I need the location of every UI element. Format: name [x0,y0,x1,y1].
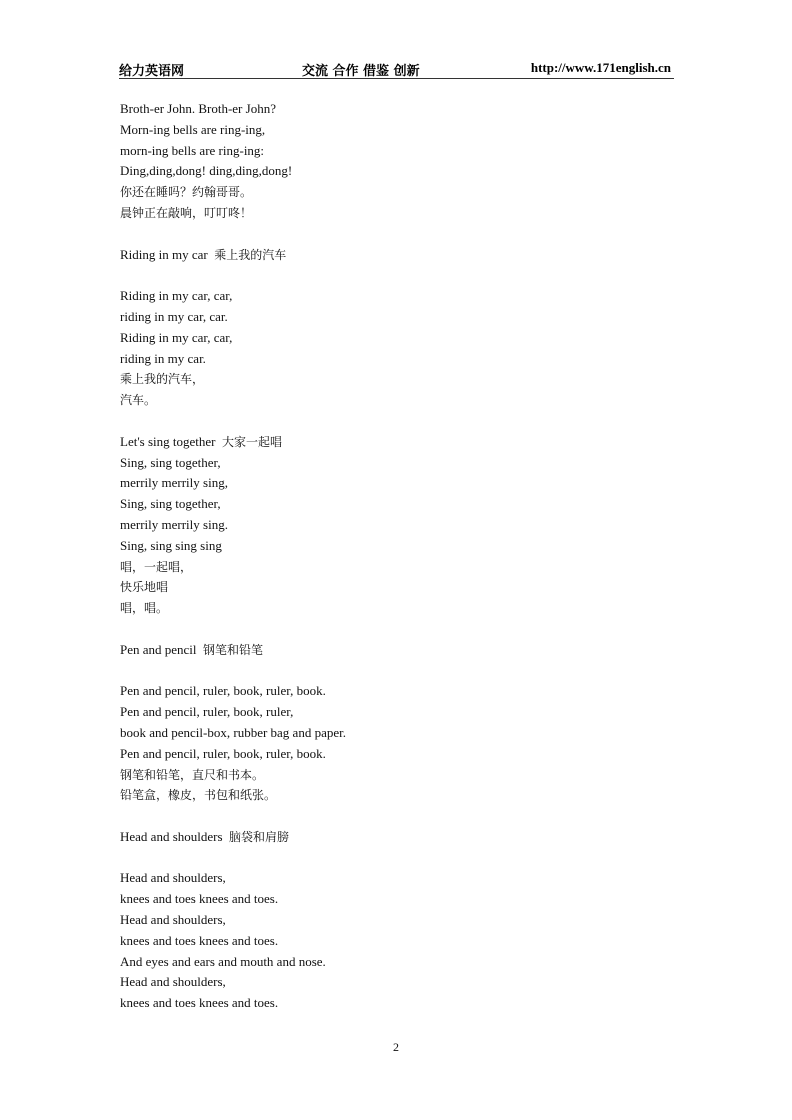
lyric-text: 快乐地唱 [120,580,169,595]
song-title-zh: 乘上我的汽车 [214,247,287,262]
lyric-text: Riding in my car, car, [120,329,233,345]
lyric-text: Sing, sing together, [120,496,221,512]
song-title-en: Head and shoulders [120,828,223,844]
lyric-line [120,910,680,931]
lyric-text: 晨钟正在敲响，叮叮咚！ [120,205,253,220]
lyric-text: Pen and pencil, ruler, book, ruler, book. [120,683,326,699]
lyric-line [120,99,680,120]
lyrics-body [120,99,680,1014]
lyric-text: 乘上我的汽车， [120,372,205,387]
lyric-text: book and pencil-box, rubber bag and paper. [120,724,346,740]
lyric-text: Head and shoulders, [120,912,226,928]
lyric-text: 唱，一起唱， [120,559,193,574]
lyric-text: knees and toes knees and toes. [120,995,279,1011]
lyric-line [120,931,680,952]
lyric-line [120,598,680,619]
lyric-line [120,889,680,910]
lyric-text: 汽车。 [120,393,157,408]
lyric-line [120,453,680,474]
lyric-text: 唱，唱。 [120,601,169,616]
lyric-text: Broth-er John. Broth-er John? [120,101,276,116]
song-title-en: Pen and pencil [120,641,197,657]
page-header [119,58,674,79]
lyric-text: 你还在睡吗？约翰哥哥。 [120,185,253,200]
lyric-line [120,161,680,182]
lyric-line [120,120,680,141]
lyric-line [120,952,680,973]
blank-line [120,619,680,640]
song-title-zh: 脑袋和肩膀 [229,829,290,844]
lyric-text: Head and shoulders, [120,974,226,990]
lyric-line [120,702,680,723]
lyric-text: riding in my car, car. [120,308,228,324]
blank-line [120,848,680,869]
song-title [120,827,680,848]
song-title [120,432,680,453]
lyric-line [120,390,680,411]
lyric-line [120,473,680,494]
page-number: 2 [393,1040,399,1054]
lyric-text: Sing, sing together, [120,454,221,470]
lyric-text: Morn-ing bells are ring-ing, [120,121,266,137]
lyric-line [120,577,680,598]
blank-line [120,411,680,432]
song-title-zh: 大家一起唱 [222,434,283,449]
lyric-line [120,744,680,765]
blank-line [120,265,680,286]
lyric-line [120,494,680,515]
header-site-name: 给力英语网 [119,64,185,79]
blank-line [120,806,680,827]
lyric-line [120,328,680,349]
header-url: http://www.171english.cn [530,60,671,75]
lyric-line [120,785,680,806]
lyric-line [120,369,680,390]
lyric-text: Ding,ding,dong! ding,ding,dong! [120,163,293,179]
lyric-text: 钢笔和铅笔，直尺和书本。 [120,767,265,782]
lyric-line [120,349,680,370]
lyric-line [120,723,680,744]
blank-line [120,224,680,245]
blank-line [120,661,680,682]
song-title-en: Riding in my car [120,246,208,262]
lyric-text: merrily merrily sing, [120,475,228,491]
lyric-line [120,515,680,536]
lyric-line [120,993,680,1014]
lyric-text: morn-ing bells are ring-ing: [120,142,265,158]
song-title-zh: 钢笔和铅笔 [203,642,264,657]
lyric-line [120,286,680,307]
lyric-line [120,182,680,203]
song-title-en: Let's sing together [120,433,216,449]
lyric-text: Sing, sing sing sing [120,537,222,553]
lyric-text: 铅笔盒，橡皮，书包和纸张。 [120,788,277,803]
lyric-line [120,972,680,993]
lyric-line [120,536,680,557]
lyric-line [120,141,680,162]
lyric-line [120,765,680,786]
lyric-text: knees and toes knees and toes. [120,891,279,907]
song-title [120,245,680,266]
lyric-text: And eyes and ears and mouth and nose. [120,953,326,969]
song-title [120,640,680,661]
lyric-text: merrily merrily sing. [120,516,228,532]
lyric-text: Head and shoulders, [120,870,226,886]
lyric-text: Pen and pencil, ruler, book, ruler, book. [120,745,326,761]
lyric-line [120,557,680,578]
lyric-line [120,307,680,328]
lyric-text: knees and toes knees and toes. [120,932,279,948]
header-slogan: 交流 合作 借鉴 创新 [302,64,420,79]
lyric-text: Riding in my car, car, [120,288,233,304]
lyric-line [120,681,680,702]
lyric-line [120,203,680,224]
lyric-text: riding in my car. [120,350,206,366]
lyric-text: Pen and pencil, ruler, book, ruler, [120,704,294,720]
lyric-line [120,868,680,889]
